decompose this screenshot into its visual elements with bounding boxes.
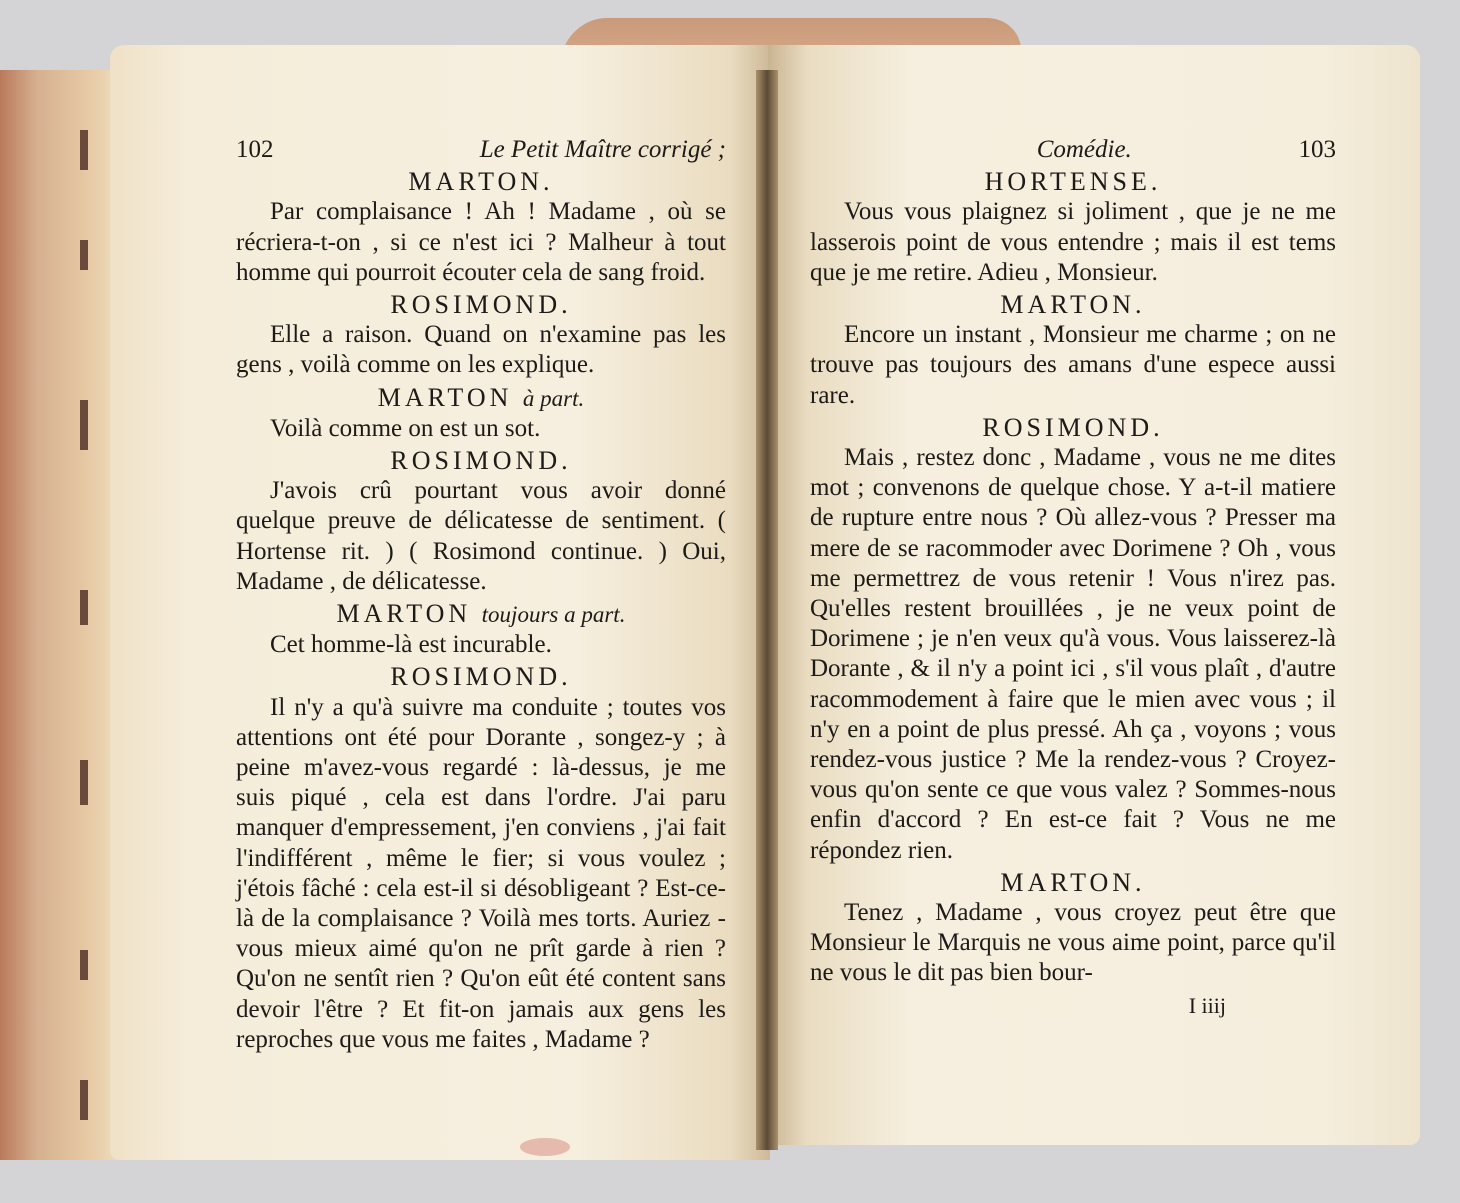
stage-direction: à part.	[522, 385, 585, 411]
dialogue-paragraph: Voilà comme on est un sot.	[270, 414, 541, 442]
speaker-name: ROSIMOND.	[982, 412, 1164, 442]
speaker-name: ROSIMOND.	[390, 446, 572, 476]
left-page-text	[236, 135, 726, 1055]
page-edges	[0, 70, 125, 1160]
speaker-name: ROSIMOND.	[390, 290, 572, 320]
dialogue-paragraph: J'avois crû pourtant vous avoir donné quelque preuve de délicatesse de sentiment. ( Hortense rit. ) ( Rosimond continue. ) Oui, Madame , de délicatesse.	[236, 477, 726, 595]
speaker-name: MARTON.	[408, 167, 554, 197]
dialogue-paragraph: Elle a raison. Quand on n'examine pas les gens , voilà comme on les explique.	[236, 321, 726, 379]
speaker-name: MARTON toujours a part.	[336, 599, 626, 629]
left-running-head	[236, 135, 726, 165]
book-gutter	[756, 70, 778, 1150]
speaker-name: MARTON à part.	[377, 382, 585, 412]
dialogue-paragraph: Cet homme-là est incurable.	[270, 631, 552, 659]
page-stain	[520, 1138, 570, 1156]
speaker-name: HORTENSE.	[984, 167, 1162, 197]
right-running-head	[810, 135, 1336, 165]
dialogue-paragraph: Il n'y a qu'à suivre ma conduite ; toutes vos attentions ont été pour Dorante , songez-y ; à peine m'avez-vous regardé : là-dessus, je me suis piqué , cela est dans l'ordre. J'ai paru manquer d'empressement, j'en conviens , j'ai fait l'indifférent , même le fier; si vous voulez ; j'étois fâché : cela est-il si désobligeant ? Est-ce-là de la complaisance ? Voilà mes torts. Auriez - vous mieux aimé qu'on ne prît garde à rien ? Qu'on ne sentît rien ? Qu'on eût été content sans devoir l'être ? Et fit-on jamais aux gens les reproches que vous me faites , Madame ?	[236, 693, 726, 1053]
signature-mark: I iiij	[1188, 992, 1226, 1018]
dialogue-paragraph: Tenez , Madame , vous croyez peut être que Monsieur le Marquis ne vous aime point, parce qu'il ne vous le dit pas bien bour-	[810, 899, 1336, 987]
running-title: Comédie.	[1036, 136, 1132, 163]
dialogue-paragraph: Par complaisance ! Ah ! Madame , où se récriera-t-on , si ce n'est ici ? Malheur à tout homme qui pourroit écouter cela de sang froid.	[236, 198, 726, 286]
stage-direction: toujours a part.	[481, 602, 626, 628]
speaker-name: ROSIMOND.	[390, 662, 572, 692]
running-title: Le Petit Maître corrigé ;	[479, 136, 726, 163]
dialogue-paragraph: Vous vous plaignez si joliment , que je ne me lasserois point de vous entendre ; mais il est tems que je me retire. Adieu , Monsieur.	[810, 198, 1336, 286]
page-number: 102	[236, 136, 274, 163]
page-number: 103	[1298, 136, 1336, 163]
dialogue-paragraph: Mais , restez donc , Madame , vous ne me dites mot ; convenons de quelque chose. Y a-t-il matiere de rupture entre nous ? Où allez-vous ? Presser ma mere de se racommoder avec Dorimene ? Oh , vous me permettrez de vous retenir ! Vous n'irez pas. Qu'elles restent brouillées , je ne veux point de Dorimene ; je n'en veux qu'à vous. Vous laisserez-là Dorante , & il n'y a point ici , s'il vous plaît , d'autre racommodement à faire que le mien avec vous ; il n'y en a point de plus pressé. Ah ça , voyons ; vous rendez-vous justice ? Me la rendez-vous ? Croyez-vous qu'on sente ce que vous valez ? Sommes-nous enfin d'accord ? En est-ce fait ? Vous ne me répondez rien.	[810, 444, 1336, 864]
dialogue-paragraph: Encore un instant , Monsieur me charme ; on ne trouve pas toujours des amans d'une espece aussi rare.	[810, 321, 1336, 409]
right-page-text	[810, 135, 1336, 1021]
speaker-name: MARTON.	[1000, 867, 1146, 897]
speaker-name: MARTON.	[1000, 290, 1146, 320]
